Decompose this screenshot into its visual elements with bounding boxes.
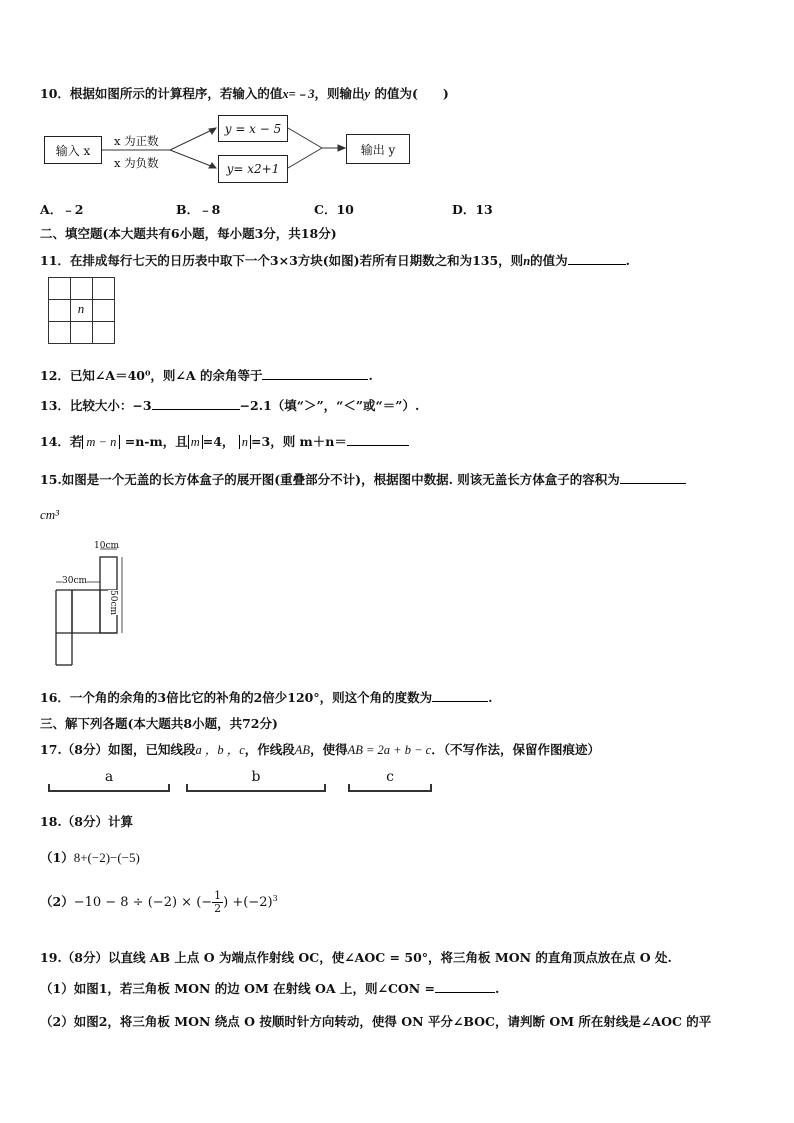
question-19: 19.（8分）以直线 AB 上点 O 为端点作射线 OC，使∠AOC = 50°，将三角板 MON 的直角顶点放在点 O 处. (40, 950, 672, 965)
question-18-part1: （1）8+(−2)−(−5) (40, 850, 140, 865)
grid-center-label: n (77, 301, 85, 316)
fraction-half: $\frac{1}{2}$ (214, 889, 222, 915)
question-14: 14．若 m − n =n-m，且 m =4， n =3，则 m＋n＝ (40, 432, 409, 450)
answer-blank-11[interactable] (568, 252, 626, 265)
question-13: 13．比较大小：−3 −2.1（填“＞”，“＜”或“＝”）. (40, 398, 420, 413)
flow-input-box: 输入 x (44, 136, 102, 164)
flow-arrows (0, 0, 420, 200)
flow-negative-label: x 为负数 (114, 156, 159, 170)
question-16: 16．一个角的余角的3倍比它的补角的2倍少120°，则这个角的度数为 . (40, 690, 493, 705)
flow-eq1-box: y = x − 5 (218, 115, 288, 142)
question-18-part2: （2）−10 − 8 ÷ (−2) × (− $\frac{1}{2}$ ) $+(-2)^3$ (40, 889, 278, 915)
box-net-figure (44, 540, 144, 668)
dim-right-label: 50cm (108, 590, 118, 616)
flow-output-box: 输出 y (346, 134, 410, 164)
unit-cm3: cm³ (40, 507, 60, 522)
calendar-grid (48, 277, 114, 343)
question-19-part1: （1）如图1，若三角板 MON 的边 OM 在射线 OA 上，则∠CON = . (40, 981, 500, 996)
answer-blank-15[interactable] (620, 471, 686, 484)
option-b: B．﹣8 (176, 202, 221, 217)
option-c: C．10 (314, 202, 354, 217)
question-19-part2: （2）如图2，将三角板 MON 绕点 O 按顺时针方向转动，使得 ON 平分∠BOC，请判断 OM 所在射线是∠AOC 的平 (40, 1014, 712, 1029)
answer-blank-19[interactable] (435, 980, 495, 993)
box-net-lines (44, 540, 144, 668)
question-10: 10．根据如图所示的计算程序，若输入的值x=﹣3，则输出y 的值为( ) (40, 86, 449, 101)
question-18-title: 18.（8分）计算 (40, 814, 133, 829)
dim-top-label: 10cm (94, 541, 120, 551)
option-d: D．13 (452, 202, 493, 217)
section-3-heading: 三、解下列各题(本大题共8小题，共72分) (40, 716, 278, 731)
question-15: 15.如图是一个无盖的长方体盒子的展开图(重叠部分不计)，根据图中数据. 则该无盖长方体盒子的容积为 (40, 470, 686, 488)
dim-left-label: 30cm (62, 576, 88, 586)
flow-eq2-box: y= x2+1 (218, 155, 288, 183)
section-2-heading: 二、填空题(本大题共有6小题，每小题3分，共18分) (40, 226, 337, 241)
option-a: A．﹣2 (40, 202, 84, 217)
flow-positive-label: x 为正数 (114, 134, 159, 148)
question-12: 12．已知∠A＝40⁰，则∠A 的余角等于 . (40, 368, 373, 383)
question-17: 17.（8分）如图，已知线段a ，b ，c，作线段AB，使得AB = 2a + b − c．（不写作法，保留作图痕迹） (40, 742, 600, 757)
answer-blank-12[interactable] (262, 367, 368, 380)
question-11: 11．在排成每行七天的日历表中取下一个3×3方块(如图)若所有日期数之和为135，则n的值为 . (40, 253, 631, 268)
answer-blank-16[interactable] (432, 689, 488, 702)
answer-blank-13[interactable] (152, 397, 240, 410)
answer-blank-14[interactable] (347, 433, 409, 446)
